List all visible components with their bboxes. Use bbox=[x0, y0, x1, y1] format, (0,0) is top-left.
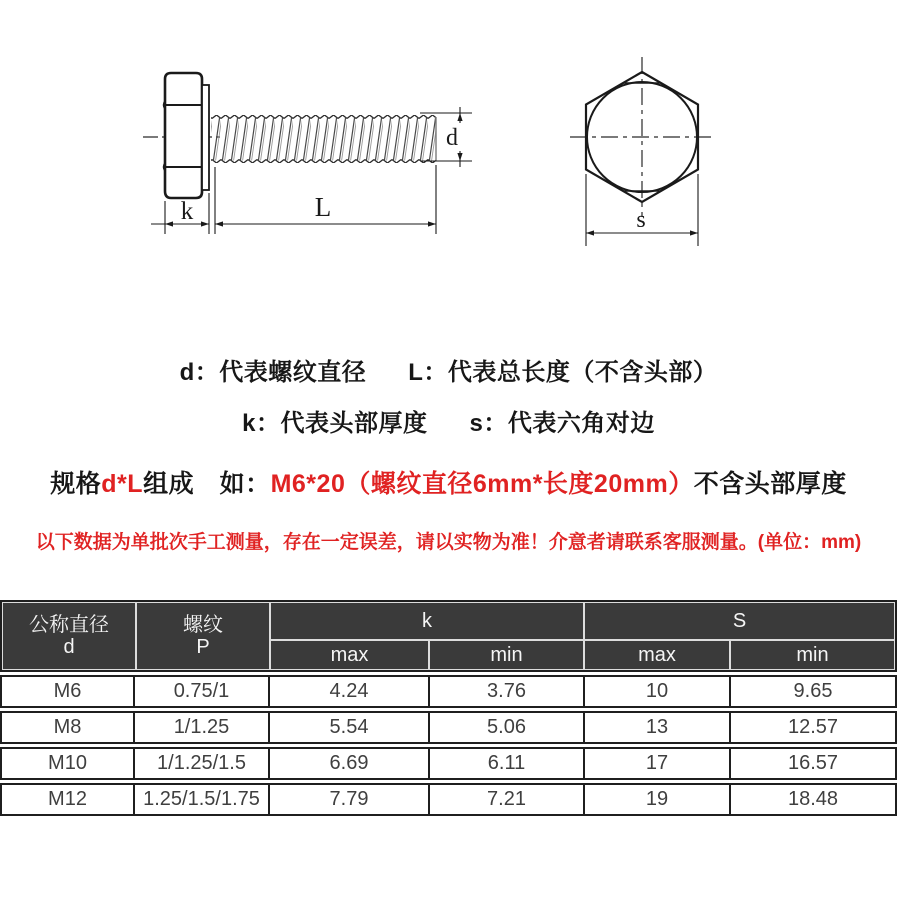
legend-line-2 bbox=[0, 403, 897, 438]
cell-s-min: 18.48 bbox=[731, 783, 897, 816]
cell-s-min: 9.65 bbox=[731, 675, 897, 708]
legend-d: d：代表螺纹直径 bbox=[179, 359, 367, 386]
cell-pitch: 1/1.25 bbox=[135, 711, 270, 744]
bolt-washer-face bbox=[202, 85, 209, 190]
cell-k-min: 6.11 bbox=[430, 747, 585, 780]
spec-part1: 规格 bbox=[50, 470, 102, 498]
spec-part3: 组成 如： bbox=[143, 470, 271, 498]
legend-line-1 bbox=[0, 352, 897, 387]
header-k-max: max bbox=[270, 640, 429, 670]
cell-k-max: 4.24 bbox=[270, 675, 430, 708]
dim-label-L: L bbox=[314, 192, 332, 222]
cell-size: M8 bbox=[0, 711, 135, 744]
dim-label-s: s bbox=[636, 207, 646, 233]
bolt-threads bbox=[211, 115, 436, 163]
legend-s: s：代表六角对边 bbox=[469, 410, 655, 437]
cell-pitch: 1/1.25/1.5 bbox=[135, 747, 270, 780]
cell-s-max: 10 bbox=[585, 675, 731, 708]
header-group-s: S bbox=[584, 602, 895, 640]
legend-k: k：代表头部厚度 bbox=[242, 410, 428, 437]
header-thread-pitch-sub: P bbox=[196, 636, 210, 658]
cell-s-max: 13 bbox=[585, 711, 731, 744]
bolt-head-outline bbox=[165, 73, 202, 198]
header-nominal-diameter bbox=[2, 602, 136, 670]
cell-s-max: 17 bbox=[585, 747, 731, 780]
legend-L: L：代表总长度（不含头部） bbox=[408, 359, 718, 386]
cell-s-max: 19 bbox=[585, 783, 731, 816]
cell-size: M6 bbox=[0, 675, 135, 708]
cell-size: M12 bbox=[0, 783, 135, 816]
cell-size: M10 bbox=[0, 747, 135, 780]
header-nominal-diameter-sub: d bbox=[63, 636, 75, 658]
spec-part5: 不含头部厚度 bbox=[693, 470, 847, 498]
header-thread-pitch-title: 螺纹 bbox=[183, 613, 223, 636]
header-k-min: min bbox=[429, 640, 584, 670]
cell-k-max: 7.79 bbox=[270, 783, 430, 816]
spec-example: M6*20（螺纹直径6mm*长度20mm） bbox=[270, 470, 694, 498]
cell-k-min: 5.06 bbox=[430, 711, 585, 744]
disclaimer-text: 以下数据为单批次手工测量，存在一定误差，请以实物为准！介意者请联系客服测量。(单位：mm) bbox=[35, 532, 862, 553]
spec-table bbox=[0, 600, 897, 816]
header-thread-pitch bbox=[136, 602, 270, 670]
hex-head-top-view-drawing bbox=[555, 48, 745, 253]
table-header bbox=[0, 600, 897, 672]
dim-label-k: k bbox=[180, 198, 194, 225]
header-s-min: min bbox=[730, 640, 895, 670]
header-nominal-diameter-title: 公称直径 bbox=[29, 613, 109, 636]
header-s-max: max bbox=[584, 640, 730, 670]
cell-k-min: 7.21 bbox=[430, 783, 585, 816]
spec-formula-line bbox=[0, 464, 897, 500]
bolt-side-view-drawing bbox=[128, 55, 480, 245]
cell-pitch: 0.75/1 bbox=[135, 675, 270, 708]
cell-s-min: 12.57 bbox=[731, 711, 897, 744]
table-body bbox=[0, 675, 897, 816]
spec-formula: d*L bbox=[101, 470, 144, 498]
cell-pitch: 1.25/1.5/1.75 bbox=[135, 783, 270, 816]
cell-s-min: 16.57 bbox=[731, 747, 897, 780]
header-group-k: k bbox=[270, 602, 584, 640]
cell-k-max: 6.69 bbox=[270, 747, 430, 780]
dim-label-d: d bbox=[446, 125, 458, 151]
cell-k-min: 3.76 bbox=[430, 675, 585, 708]
cell-k-max: 5.54 bbox=[270, 711, 430, 744]
